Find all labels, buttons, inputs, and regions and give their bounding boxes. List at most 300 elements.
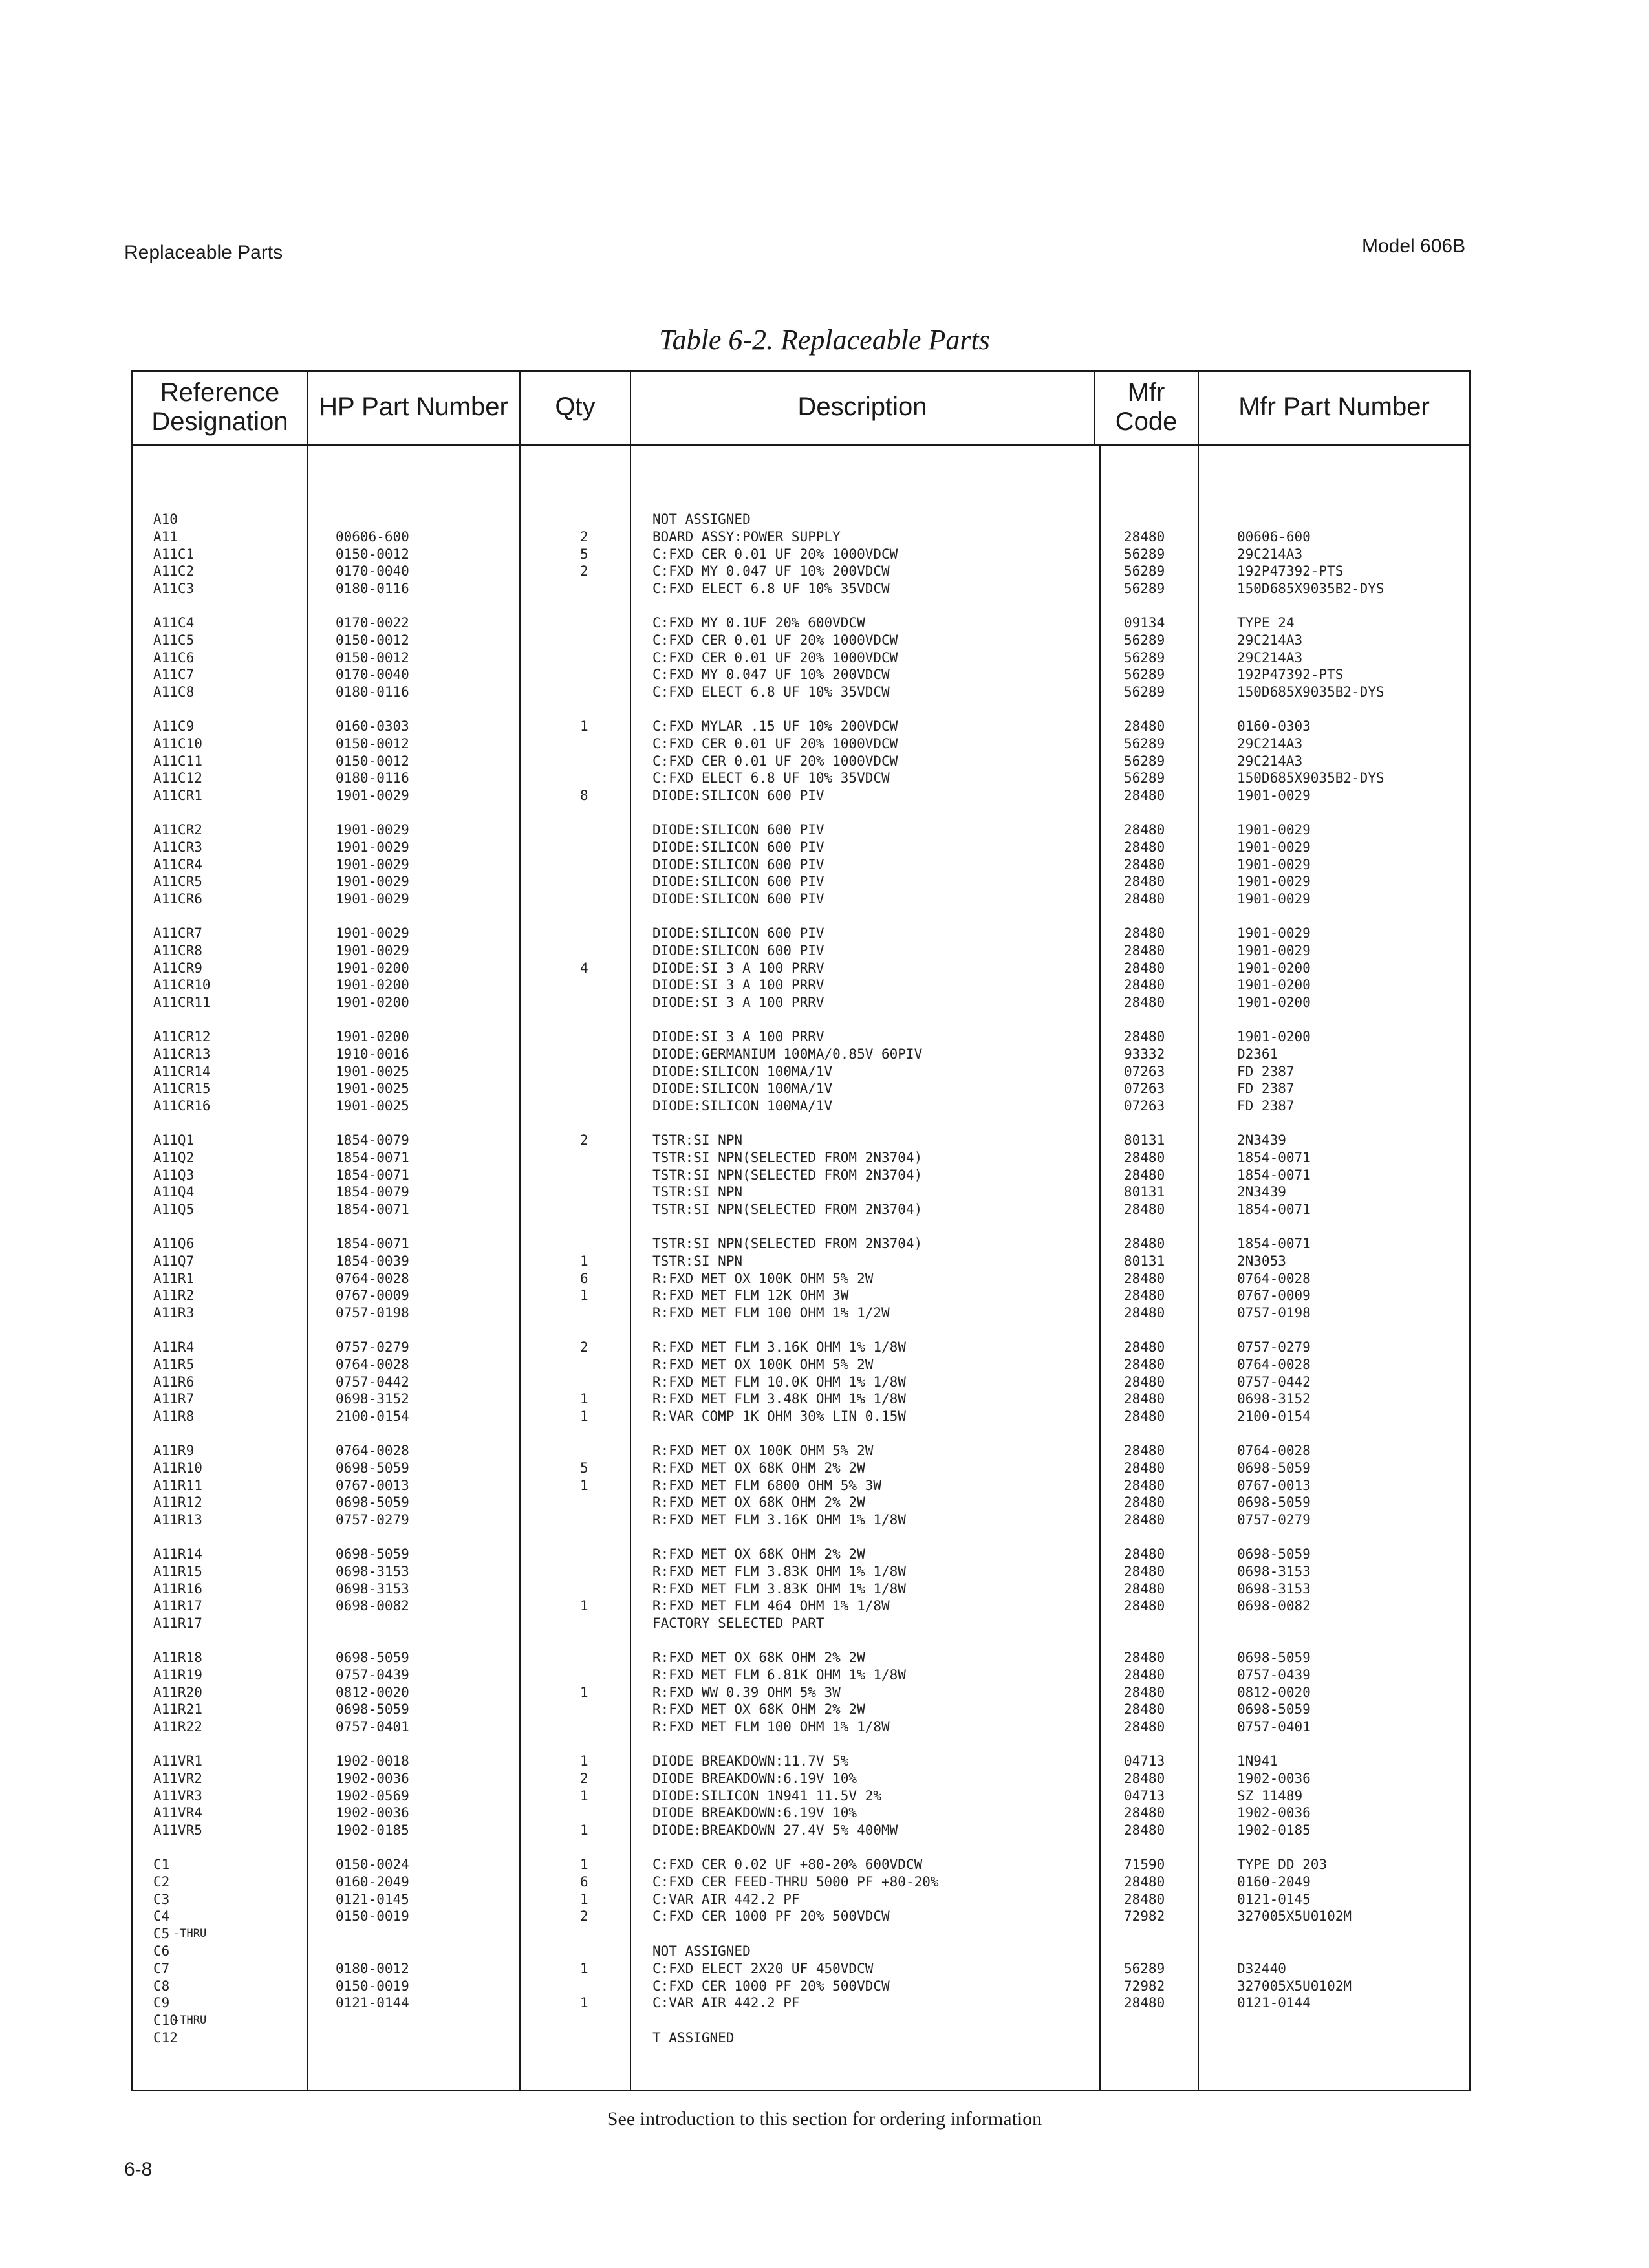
reference-designation-cell: A11R1 [153, 1270, 195, 1286]
reference-designation-cell: C9 [153, 1995, 170, 2011]
mfr-part-number-cell: 2N3053 [1237, 1253, 1286, 1269]
description-cell: DIODE BREAKDOWN:6.19V 10% [652, 1805, 857, 1821]
mfr-part-number-cell: 1854-0071 [1237, 1236, 1311, 1251]
hp-part-number-cell: 1854-0079 [336, 1132, 409, 1148]
mfr-part-number-cell: 0698-5059 [1237, 1495, 1311, 1511]
description-cell: DIODE BREAKDOWN:11.7V 5% [652, 1753, 849, 1769]
mfr-code-cell: 28480 [1124, 788, 1165, 804]
table-row [0, 1167, 1649, 1184]
table-row [0, 1080, 1649, 1097]
table-row [0, 1597, 1649, 1615]
qty-cell: 1 [580, 1753, 588, 1769]
reference-designation-cell: A11CR14 [153, 1063, 211, 1079]
qty-cell: 2 [580, 1132, 588, 1148]
hp-part-number-cell: 0170-0022 [336, 615, 409, 631]
mfr-code-cell: 71590 [1124, 1857, 1165, 1872]
mfr-code-cell: 28480 [1124, 1822, 1165, 1839]
reference-designation-cell: A11CR10 [153, 977, 211, 993]
table-row [0, 1874, 1649, 1891]
reference-designation-cell: A10 [153, 512, 178, 527]
description-cell: C:FXD CER 0.01 UF 20% 1000VDCW [652, 735, 898, 751]
mfr-code-cell: 28480 [1124, 1874, 1165, 1890]
reference-designation-cell: C10 [153, 2013, 178, 2029]
mfr-part-number-cell: 1901-0029 [1237, 874, 1311, 890]
table-row [0, 1822, 1649, 1839]
mfr-code-cell: 28480 [1124, 1495, 1165, 1511]
qty-cell: 6 [580, 1270, 588, 1286]
hp-part-number-cell: 0150-0019 [336, 1908, 409, 1925]
table-row [0, 960, 1649, 977]
hp-part-number-cell: 0150-0024 [336, 1857, 409, 1872]
hp-part-number-cell: 1854-0039 [336, 1253, 409, 1269]
hp-part-number-cell: 0767-0009 [336, 1288, 409, 1304]
reference-designation-cell: A11CR3 [153, 839, 202, 855]
mfr-code-cell: 72982 [1124, 1908, 1165, 1925]
description-cell: DIODE:SILICON 600 PIV [652, 925, 824, 941]
hp-part-number-cell: 1901-0025 [336, 1063, 409, 1079]
table-row [0, 1615, 1649, 1632]
reference-designation-cell: A11CR13 [153, 1046, 211, 1062]
reference-designation-cell: A11CR5 [153, 874, 202, 890]
reference-designation-cell: C3 [153, 1891, 170, 1907]
table-row [0, 1408, 1649, 1425]
hp-part-number-cell: 0180-0012 [336, 1960, 409, 1976]
qty-cell: 8 [580, 788, 588, 804]
mfr-part-number-cell: 0160-2049 [1237, 1874, 1311, 1890]
description-cell: R:FXD MET FLM 6800 OHM 5% 3W [652, 1477, 882, 1493]
reference-designation-cell: A11R13 [153, 1512, 202, 1528]
hp-part-number-cell: 0180-0116 [336, 581, 409, 597]
mfr-code-cell: 28480 [1124, 1167, 1165, 1183]
hp-part-number-cell: 1854-0071 [336, 1236, 409, 1251]
mfr-part-number-cell: 1902-0036 [1237, 1770, 1311, 1786]
reference-designation-cell: A11C3 [153, 581, 195, 597]
table-row [0, 1442, 1649, 1460]
description-cell: C:FXD MY 0.047 UF 10% 200VDCW [652, 667, 890, 683]
description-cell: C:FXD CER 0.02 UF +80-20% 600VDCW [652, 1857, 923, 1872]
hp-part-number-cell: 1901-0200 [336, 960, 409, 976]
mfr-part-number-cell: 1901-0029 [1237, 925, 1311, 941]
mfr-part-number-cell: 1901-0029 [1237, 839, 1311, 855]
hp-part-number-cell: 0764-0028 [336, 1356, 409, 1372]
table-row [0, 770, 1649, 787]
hp-part-number-cell: 1901-0200 [336, 1029, 409, 1044]
hp-part-number-cell: 1902-0036 [336, 1770, 409, 1786]
reference-designation-cell: A11C4 [153, 615, 195, 631]
mfr-part-number-cell: 150D685X9035B2-DYS [1237, 684, 1385, 700]
mfr-code-cell: 28480 [1124, 925, 1165, 941]
description-cell: TSTR:SI NPN(SELECTED FROM 2N3704) [652, 1202, 923, 1218]
column-header-reference-designation: Reference Designation [151, 378, 288, 436]
table-row [0, 1546, 1649, 1563]
mfr-part-number-cell: 1901-0029 [1237, 822, 1311, 837]
hp-part-number-cell: 1901-0029 [336, 788, 409, 804]
reference-designation-cell: A11CR4 [153, 856, 202, 872]
reference-designation-cell: A11R10 [153, 1460, 202, 1476]
mfr-code-cell: 04713 [1124, 1787, 1165, 1804]
table-row [0, 1201, 1649, 1218]
description-cell: C:FXD CER 0.01 UF 20% 1000VDCW [652, 546, 898, 562]
mfr-part-number-cell: 1854-0071 [1237, 1202, 1311, 1218]
hp-part-number-cell: 1901-0029 [336, 942, 409, 958]
hp-part-number-cell: 0160-0303 [336, 718, 409, 734]
mfr-part-number-cell: 0764-0028 [1237, 1443, 1311, 1458]
mfr-code-cell: 56289 [1124, 632, 1165, 648]
mfr-part-number-cell: 0767-0009 [1237, 1288, 1311, 1304]
reference-designation-cell: A11C9 [153, 718, 195, 734]
table-row [0, 1235, 1649, 1253]
reference-designation-cell: A11R19 [153, 1667, 202, 1683]
hp-part-number-cell: 1901-0029 [336, 925, 409, 941]
mfr-part-number-cell: 0812-0020 [1237, 1684, 1311, 1700]
table-row [0, 1063, 1649, 1081]
reference-designation-cell: A11R12 [153, 1495, 202, 1511]
reference-designation-cell: A11Q2 [153, 1149, 195, 1165]
mfr-part-number-cell: 327005X5U0102M [1237, 1908, 1352, 1925]
mfr-code-cell: 07263 [1124, 1098, 1165, 1114]
table-row [0, 718, 1649, 735]
qty-cell: 1 [580, 1891, 588, 1907]
description-cell: C:FXD ELECT 6.8 UF 10% 35VDCW [652, 581, 890, 597]
table-row [0, 649, 1649, 667]
table-row [0, 1891, 1649, 1908]
reference-designation-cell: A11Q1 [153, 1132, 195, 1148]
description-cell: R:FXD MET FLM 464 OHM 1% 1/8W [652, 1598, 890, 1614]
hp-part-number-cell: 1902-0018 [336, 1753, 409, 1769]
mfr-part-number-cell: 0160-0303 [1237, 718, 1311, 734]
hp-part-number-cell: 1901-0025 [336, 1098, 409, 1114]
description-cell: C:FXD MY 0.1UF 20% 600VDCW [652, 615, 865, 631]
qty-cell: 2 [580, 563, 588, 579]
table-row [0, 1046, 1649, 1063]
reference-designation-cell: A11R8 [153, 1409, 195, 1425]
mfr-part-number-cell: 0698-3153 [1237, 1581, 1311, 1597]
table-row [0, 1270, 1649, 1288]
mfr-part-number-cell: 1854-0071 [1237, 1149, 1311, 1165]
mfr-code-cell: 56289 [1124, 684, 1165, 700]
table-row [0, 1753, 1649, 1770]
description-cell: C:FXD CER 1000 PF 20% 500VDCW [652, 1978, 890, 1994]
hp-part-number-cell: 0757-0442 [336, 1374, 409, 1390]
mfr-code-cell: 28480 [1124, 1460, 1165, 1476]
hp-part-number-cell: 0698-3152 [336, 1391, 409, 1407]
table-row [0, 735, 1649, 753]
mfr-code-cell: 28480 [1124, 960, 1165, 976]
hp-part-number-cell: 0698-0082 [336, 1598, 409, 1614]
description-cell: NOT ASSIGNED [652, 512, 751, 527]
table-row [0, 684, 1649, 701]
hp-part-number-cell: 0698-5059 [336, 1650, 409, 1665]
hp-part-number-cell: 0150-0012 [336, 735, 409, 751]
description-cell: DIODE:SI 3 A 100 PRRV [652, 960, 824, 976]
hp-part-number-cell: 1901-0200 [336, 995, 409, 1011]
hp-part-number-cell: 1901-0200 [336, 977, 409, 993]
mfr-code-cell: 28480 [1124, 1512, 1165, 1528]
mfr-part-number-cell: 2N3439 [1237, 1184, 1286, 1200]
mfr-code-cell: 28480 [1124, 874, 1165, 890]
mfr-code-cell: 28480 [1124, 1270, 1165, 1286]
description-cell: R:FXD MET OX 100K OHM 5% 2W [652, 1270, 874, 1286]
table-row [0, 1684, 1649, 1701]
reference-designation-cell: A11C12 [153, 770, 202, 786]
hp-part-number-cell: 0698-5059 [336, 1546, 409, 1562]
mfr-code-cell: 28480 [1124, 1719, 1165, 1735]
table-row [0, 891, 1649, 908]
description-cell: BOARD ASSY:POWER SUPPLY [652, 528, 841, 545]
mfr-part-number-cell: 2N3439 [1237, 1132, 1286, 1148]
mfr-part-number-cell: 150D685X9035B2-DYS [1237, 581, 1385, 597]
table-row [0, 1804, 1649, 1822]
model-label: Model 606B [1362, 235, 1466, 257]
mfr-code-cell: 56289 [1124, 546, 1165, 562]
mfr-part-number-cell: 0757-0279 [1237, 1512, 1311, 1528]
table-row [0, 614, 1649, 632]
mfr-part-number-cell: 29C214A3 [1237, 546, 1303, 562]
mfr-code-cell: 28480 [1124, 1891, 1165, 1907]
reference-designation-cell: A11C6 [153, 649, 195, 665]
mfr-part-number-cell: 1901-0200 [1237, 1029, 1311, 1044]
description-cell: C:FXD CER 0.01 UF 20% 1000VDCW [652, 649, 898, 665]
column-header-hp-part-number: HP Part Number [319, 393, 508, 421]
mfr-part-number-cell: TYPE 24 [1237, 615, 1295, 631]
mfr-part-number-cell: 1901-0200 [1237, 977, 1311, 993]
hp-part-number-cell: 0150-0012 [336, 632, 409, 648]
hp-part-number-cell: 0698-3153 [336, 1563, 409, 1579]
mfr-code-cell: 28480 [1124, 891, 1165, 907]
hp-part-number-cell: 0180-0116 [336, 684, 409, 700]
qty-cell: 1 [580, 1288, 588, 1304]
description-cell: TSTR:SI NPN(SELECTED FROM 2N3704) [652, 1149, 923, 1165]
mfr-part-number-cell: 327005X5U0102M [1237, 1978, 1352, 1994]
hp-part-number-cell: 0698-5059 [336, 1495, 409, 1511]
mfr-code-cell: 28480 [1124, 1202, 1165, 1218]
hp-part-number-cell: 0764-0028 [336, 1443, 409, 1458]
mfr-part-number-cell: 0698-3153 [1237, 1563, 1311, 1579]
mfr-code-cell: 28480 [1124, 1563, 1165, 1579]
mfr-part-number-cell: 150D685X9035B2-DYS [1237, 770, 1385, 786]
description-cell: DIODE:SILICON 100MA/1V [652, 1098, 833, 1114]
table-row [0, 1287, 1649, 1304]
table-row [0, 546, 1649, 563]
mfr-code-cell: 28480 [1124, 1995, 1165, 2011]
reference-designation-cell: A11R17 [153, 1615, 202, 1632]
hp-part-number-cell: 0698-5059 [336, 1460, 409, 1476]
mfr-code-cell: 28480 [1124, 1288, 1165, 1304]
mfr-code-cell: 28480 [1124, 856, 1165, 872]
description-cell: DIODE:SI 3 A 100 PRRV [652, 977, 824, 993]
hp-part-number-cell: 1901-0029 [336, 891, 409, 907]
table-row [0, 1028, 1649, 1046]
table-row [0, 873, 1649, 891]
reference-designation-cell: C8 [153, 1978, 170, 1994]
mfr-part-number-cell: FD 2387 [1237, 1081, 1295, 1097]
description-cell: DIODE:SILICON 100MA/1V [652, 1063, 833, 1079]
table-row [0, 632, 1649, 649]
description-cell: R:FXD MET FLM 10.0K OHM 1% 1/8W [652, 1374, 906, 1390]
description-cell: DIODE:SILICON 100MA/1V [652, 1081, 833, 1097]
table-row [0, 942, 1649, 960]
mfr-part-number-cell: SZ 11489 [1237, 1787, 1303, 1804]
mfr-part-number-cell: 1901-0200 [1237, 960, 1311, 976]
table-row [0, 511, 1649, 528]
description-cell: DIODE:SILICON 600 PIV [652, 942, 824, 958]
table-row [0, 1304, 1649, 1322]
reference-designation-cell: A11R18 [153, 1650, 202, 1665]
mfr-code-cell: 28480 [1124, 942, 1165, 958]
qty-cell: 4 [580, 960, 588, 976]
mfr-code-cell: 93332 [1124, 1046, 1165, 1062]
mfr-part-number-cell: 0698-5059 [1237, 1701, 1311, 1718]
description-cell: R:FXD MET OX 68K OHM 2% 2W [652, 1546, 865, 1562]
table-row [0, 580, 1649, 598]
column-header-qty: Qty [555, 393, 596, 421]
mfr-code-cell: 28480 [1124, 1339, 1165, 1355]
mfr-part-number-cell: 0121-0145 [1237, 1891, 1311, 1907]
hp-part-number-cell: 1910-0016 [336, 1046, 409, 1062]
reference-designation-cell: A11R11 [153, 1477, 202, 1493]
qty-cell: 1 [580, 1477, 588, 1493]
reference-designation-cell: A11R7 [153, 1391, 195, 1407]
mfr-code-cell: 28480 [1124, 1374, 1165, 1390]
table-row [0, 1511, 1649, 1529]
description-cell: TSTR:SI NPN(SELECTED FROM 2N3704) [652, 1167, 923, 1183]
description-cell: R:FXD MET OX 68K OHM 2% 2W [652, 1495, 865, 1511]
qty-cell: 2 [580, 1908, 588, 1925]
hp-part-number-cell: 0757-0279 [336, 1512, 409, 1528]
mfr-code-cell: 07263 [1124, 1081, 1165, 1097]
hp-part-number-cell: 0150-0019 [336, 1978, 409, 1994]
hp-part-number-cell: 1901-0029 [336, 822, 409, 837]
qty-cell: 1 [580, 1684, 588, 1700]
description-cell: DIODE:SILICON 600 PIV [652, 874, 824, 890]
description-cell: R:FXD MET FLM 3.16K OHM 1% 1/8W [652, 1339, 906, 1355]
hp-part-number-cell: 0121-0145 [336, 1891, 409, 1907]
table-row [0, 666, 1649, 684]
mfr-code-cell: 28480 [1124, 1391, 1165, 1407]
mfr-part-number-cell: 0757-0401 [1237, 1719, 1311, 1735]
qty-cell: 1 [580, 1391, 588, 1407]
table-row [0, 977, 1649, 994]
mfr-code-cell: 28480 [1124, 1546, 1165, 1562]
hp-part-number-cell: 00606-600 [336, 528, 409, 545]
hp-part-number-cell: 1901-0029 [336, 839, 409, 855]
table-row [0, 753, 1649, 770]
reference-designation-cell: A11R5 [153, 1356, 195, 1372]
mfr-code-cell: 56289 [1124, 667, 1165, 683]
description-cell: DIODE:GERMANIUM 100MA/0.85V 60PIV [652, 1046, 923, 1062]
description-cell: NOT ASSIGNED [652, 1943, 751, 1959]
table-row [0, 1253, 1649, 1270]
table-row [0, 1943, 1649, 1960]
table-row [0, 563, 1649, 580]
mfr-code-cell: 28480 [1124, 1581, 1165, 1597]
mfr-part-number-cell: 192P47392-PTS [1237, 563, 1344, 579]
reference-designation-cell: A11R20 [153, 1684, 202, 1700]
description-cell: C:VAR AIR 442.2 PF [652, 1995, 800, 2011]
table-row [0, 1925, 1649, 1943]
mfr-part-number-cell: 29C214A3 [1237, 753, 1303, 769]
reference-designation-cell: A11C11 [153, 753, 202, 769]
table-row [0, 1339, 1649, 1356]
reference-designation-cell: A11R17 [153, 1598, 202, 1614]
hp-part-number-cell: 0812-0020 [336, 1684, 409, 1700]
mfr-code-cell: 28480 [1124, 1356, 1165, 1372]
mfr-part-number-cell: 1902-0036 [1237, 1805, 1311, 1821]
mfr-part-number-cell: 0698-5059 [1237, 1650, 1311, 1665]
reference-designation-cell: A11CR11 [153, 995, 211, 1011]
reference-designation-cell: A11VR5 [153, 1822, 202, 1839]
qty-cell: 5 [580, 546, 588, 562]
mfr-part-number-cell: 0767-0013 [1237, 1477, 1311, 1493]
mfr-code-cell: 28480 [1124, 995, 1165, 1011]
description-cell: R:FXD MET OX 100K OHM 5% 2W [652, 1443, 874, 1458]
mfr-code-cell: 28480 [1124, 1029, 1165, 1044]
qty-cell: 1 [580, 1995, 588, 2011]
description-cell: DIODE:SILICON 600 PIV [652, 839, 824, 855]
mfr-code-cell: 28480 [1124, 1443, 1165, 1458]
table-row [0, 1960, 1649, 1978]
hp-part-number-cell: 1901-0025 [336, 1081, 409, 1097]
table-row [0, 1563, 1649, 1581]
table-row [0, 1374, 1649, 1391]
hp-part-number-cell: 0757-0279 [336, 1339, 409, 1355]
description-cell: C:FXD ELECT 6.8 UF 10% 35VDCW [652, 684, 890, 700]
hp-part-number-cell: 0698-3153 [336, 1581, 409, 1597]
description-cell: R:FXD MET FLM 6.81K OHM 1% 1/8W [652, 1667, 906, 1683]
description-cell: R:FXD MET FLM 100 OHM 1% 1/2W [652, 1305, 890, 1321]
mfr-part-number-cell: 1854-0071 [1237, 1167, 1311, 1183]
qty-cell: 1 [580, 1787, 588, 1804]
mfr-part-number-cell: 1901-0029 [1237, 788, 1311, 804]
table-row [0, 1132, 1649, 1149]
hp-part-number-cell: 0150-0012 [336, 753, 409, 769]
mfr-part-number-cell: 29C214A3 [1237, 735, 1303, 751]
table-row [0, 2029, 1649, 2047]
mfr-part-number-cell: 0698-5059 [1237, 1460, 1311, 1476]
mfr-code-cell: 80131 [1124, 1132, 1165, 1148]
reference-designation-cell: A11Q5 [153, 1202, 195, 1218]
reference-designation-cell: A11Q3 [153, 1167, 195, 1183]
description-cell: C:FXD CER FEED-THRU 5000 PF +80-20% [652, 1874, 939, 1890]
reference-designation-cell: A11C10 [153, 735, 202, 751]
description-cell: DIODE BREAKDOWN:6.19V 10% [652, 1770, 857, 1786]
hp-part-number-cell: 0170-0040 [336, 563, 409, 579]
description-cell: C:FXD MYLAR .15 UF 10% 200VDCW [652, 718, 898, 734]
description-cell: C:FXD CER 0.01 UF 20% 1000VDCW [652, 632, 898, 648]
description-cell: TSTR:SI NPN [652, 1132, 743, 1148]
hp-part-number-cell: 0767-0013 [336, 1477, 409, 1493]
description-cell: R:FXD MET FLM 3.48K OHM 1% 1/8W [652, 1391, 906, 1407]
mfr-code-cell: 28480 [1124, 1701, 1165, 1718]
mfr-part-number-cell: D32440 [1237, 1960, 1286, 1976]
reference-designation-cell: A11C5 [153, 632, 195, 648]
description-cell: C:VAR AIR 442.2 PF [652, 1891, 800, 1907]
mfr-code-cell: 56289 [1124, 753, 1165, 769]
table-row [0, 2012, 1649, 2029]
mfr-code-cell: 56289 [1124, 649, 1165, 665]
description-cell: C:FXD CER 1000 PF 20% 500VDCW [652, 1908, 890, 1925]
section-title: Replaceable Parts [124, 242, 283, 263]
column-header-mfr-code: Mfr Code [1115, 378, 1178, 436]
description-cell: DIODE:BREAKDOWN 27.4V 5% 400MW [652, 1822, 898, 1839]
hp-part-number-cell: 0757-0401 [336, 1719, 409, 1735]
qty-cell: 2 [580, 1770, 588, 1786]
table-row [0, 528, 1649, 546]
description-cell: TSTR:SI NPN(SELECTED FROM 2N3704) [652, 1236, 923, 1251]
reference-designation-cell: A11CR9 [153, 960, 202, 976]
table-row [0, 1770, 1649, 1787]
reference-designation-cell: A11R16 [153, 1581, 202, 1597]
